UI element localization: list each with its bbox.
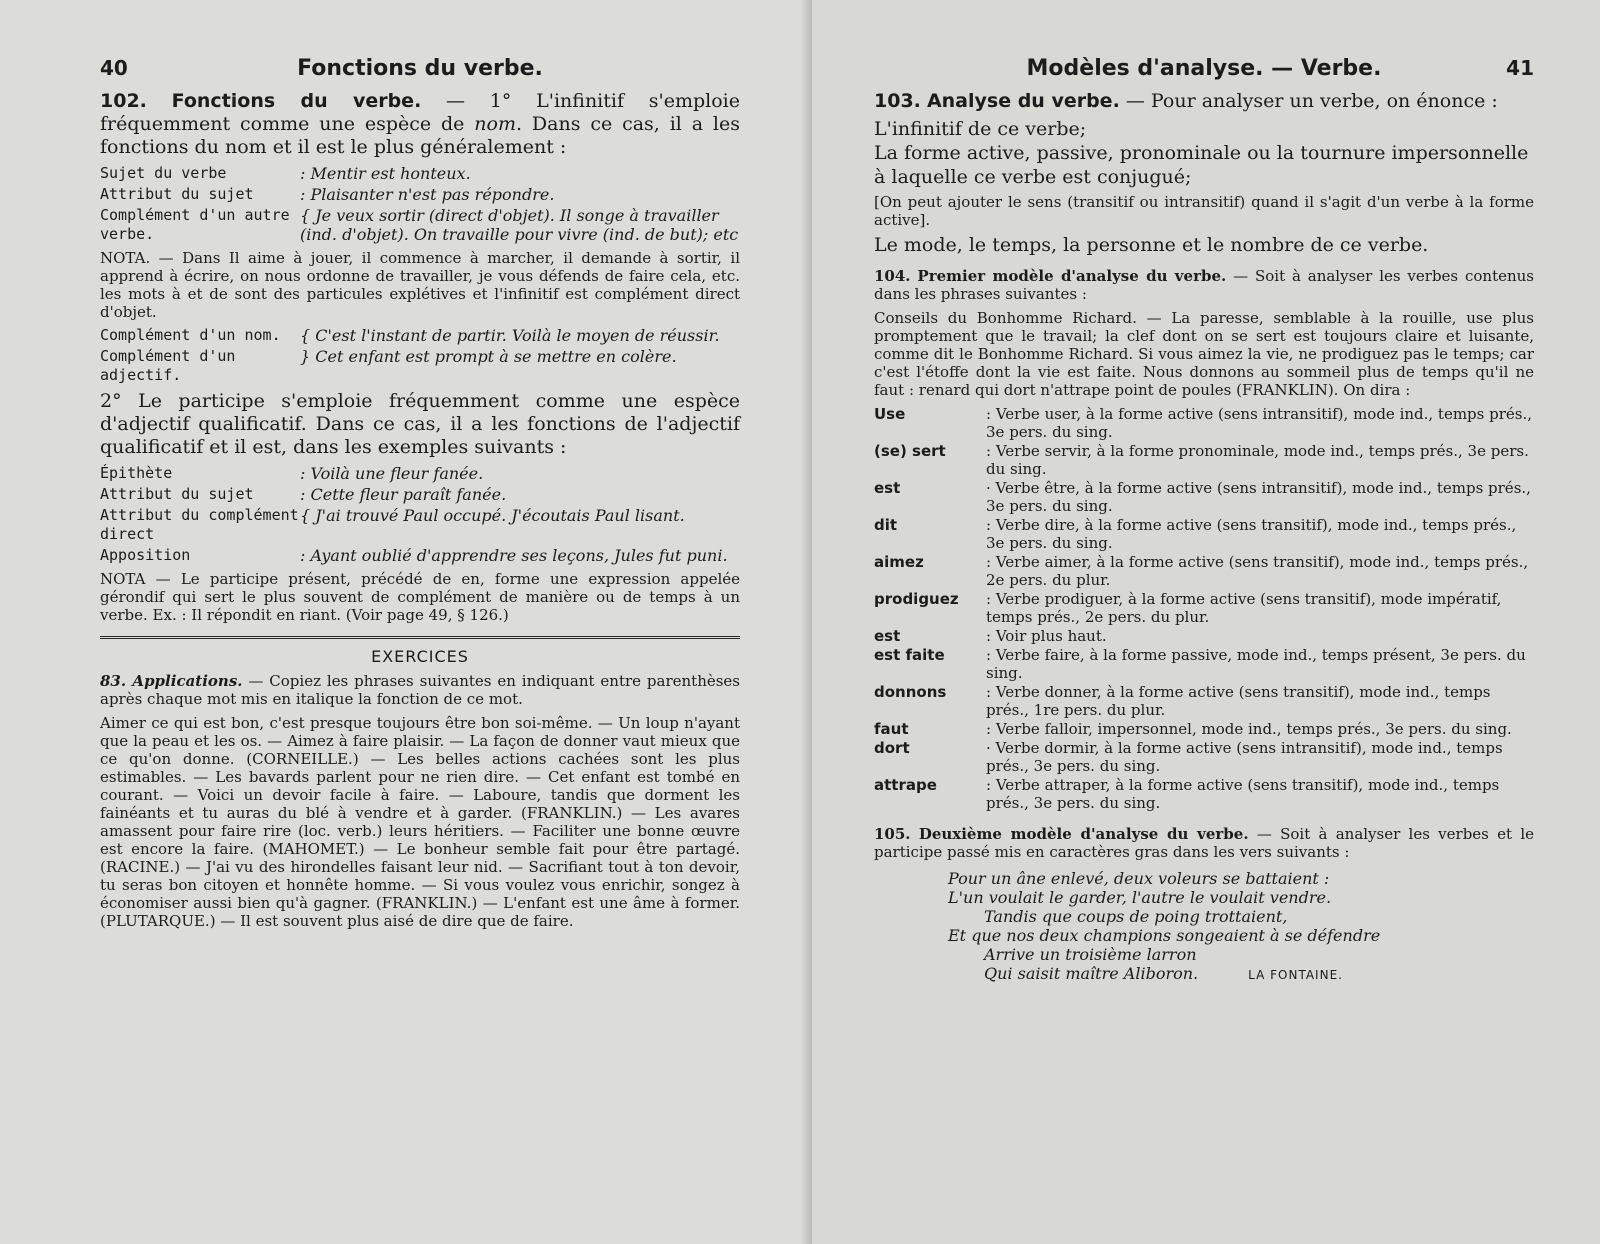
participle-functions-table: [100, 463, 740, 566]
right-running-head: [874, 50, 1534, 90]
function-label: Apposition: [100, 546, 191, 564]
analysis-description: : Verbe servir, à la forme pronominale, mode ind., temps prés., 3e pers. du sing.: [986, 442, 1529, 478]
function-example: } Cet enfant est prompt à se mettre en colère.: [300, 347, 677, 366]
analyzed-verb: aimez: [874, 553, 924, 571]
analysis-description: : Verbe faire, à la forme passive, mode ind., temps présent, 3e pers. du sing.: [986, 646, 1526, 682]
table-row: [874, 720, 1534, 739]
analyzed-verb: faut: [874, 720, 909, 738]
exercise-83-instructions: [100, 672, 740, 708]
exercise-83-instruction-text: — Copiez les phrases suivantes en indiquant entre parenthèses après chaque mot mis en italique la fonction de ce mot.: [100, 672, 741, 708]
function-example: : Mentir est honteux.: [300, 164, 471, 183]
section-104-text: — Soit à analyser les verbes contenus dans les phrases suivantes :: [874, 267, 1535, 303]
analyzed-verb: Use: [874, 405, 906, 423]
function-label: Attribut du sujet: [100, 185, 254, 203]
table-row: [874, 646, 1534, 683]
function-label: Épithète: [100, 464, 173, 482]
nota-2: NOTA — Le participe présent, précédé de en, forme une expression appelée gérondif qui sert le plus souvent de complément de manière ou de temps à un verbe. Ex. : Il répondit en riant. (Voir page 49, § 126.): [100, 570, 740, 624]
participle-intro: 2° Le participe s'emploie fréquemment comme une espèce d'adjectif qualificatif. Dans ce cas, il a les fonctions de l'adjectif qualificatif et il est, dans les exemples suivants :: [100, 390, 740, 458]
analyzed-verb: donnons: [874, 683, 947, 701]
poem-line: Pour un âne enlevé, deux voleurs se battaient :: [948, 869, 1330, 888]
table-row: [874, 553, 1534, 590]
table-row: [874, 405, 1534, 442]
section-105-heading: Deuxième modèle d'analyse du verbe.: [918, 825, 1249, 843]
verb-analysis-table: [874, 405, 1534, 813]
section-105-number: 105.: [874, 825, 911, 843]
table-row: [100, 163, 740, 184]
analysis-description: · Verbe être, à la forme active (sens intransitif), mode ind., temps prés., 3e pers. du sing.: [986, 479, 1531, 515]
table-row: [874, 516, 1534, 553]
poem-author: LA FONTAINE.: [1248, 968, 1343, 982]
page-number-left: 40: [100, 56, 128, 80]
section-102-nom: nom: [474, 113, 516, 135]
analyzed-verb: (se) sert: [874, 442, 946, 460]
analyzed-verb: est: [874, 627, 901, 645]
table-row: [874, 739, 1534, 776]
section-103-heading: Analyse du verbe.: [926, 90, 1120, 112]
function-example: : Ayant oublié d'apprendre ses leçons, Jules fut puni.: [300, 546, 728, 565]
section-103: [874, 90, 1534, 113]
infinitive-functions-table-2: [100, 325, 740, 386]
table-row: [874, 590, 1534, 627]
analyzed-verb: est faite: [874, 646, 945, 664]
right-running-title: Modèles d'analyse. — Verbe.: [1026, 56, 1382, 81]
exercise-83-heading: 83. Applications.: [100, 672, 243, 690]
table-row: [100, 325, 740, 346]
table-row: [874, 627, 1534, 646]
list-item-last: Le mode, le temps, la personne et le nombre de ce verbe.: [874, 234, 1429, 256]
section-104-number: 104.: [874, 267, 911, 285]
exercices-heading: EXERCICES: [371, 647, 469, 666]
right-page: [812, 0, 1600, 1244]
function-label: Attribut du complément direct: [100, 506, 299, 543]
section-103-number: 103.: [874, 90, 921, 112]
function-label: Complément d'un adjectif.: [100, 347, 236, 384]
analyzed-verb: prodiguez: [874, 590, 959, 608]
analysis-description: : Verbe attraper, à la forme active (sens transitif), mode ind., temps prés., 3e pers. du sing.: [986, 776, 1500, 812]
poem-line: Arrive un troisième larron: [984, 945, 1197, 964]
fable-poem: [948, 869, 1534, 985]
poem-line: Et que nos deux champions songeaient à se défendre: [948, 926, 1381, 945]
section-102: [100, 90, 740, 159]
poem-line: Tandis que coups de poing trottaient,: [984, 907, 1288, 926]
function-label: Complément d'un autre verbe.: [100, 206, 290, 243]
table-row: [100, 184, 740, 205]
left-running-head: [100, 50, 740, 90]
list-item: L'infinitif de ce verbe;: [874, 118, 1087, 140]
table-row: [100, 545, 740, 566]
table-row: [874, 683, 1534, 720]
analyzed-verb: dort: [874, 739, 910, 757]
section-102-number: 102.: [100, 90, 147, 112]
page-number-right: 41: [1506, 56, 1534, 80]
function-label: Complément d'un nom.: [100, 326, 281, 344]
function-example: { C'est l'instant de partir. Voilà le moyen de réussir.: [300, 326, 720, 345]
double-rule-divider: [100, 636, 740, 639]
function-label: Attribut du sujet: [100, 485, 254, 503]
function-example: { J'ai trouvé Paul occupé. J'écoutais Paul lisant.: [300, 506, 685, 525]
analysis-description: : Verbe falloir, impersonnel, mode ind., temps prés., 3e pers. du sing.: [986, 720, 1512, 738]
nota-1: NOTA. — Dans Il aime à jouer, il commence à marcher, il demande à sortir, il apprend à écrire, on nous ordonne de travailler, je vous défends de faire cela, etc. les mots à et de sont des particules explétives et l'infinitif est complément direct d'objet.: [100, 249, 740, 321]
analysis-description: : Verbe user, à la forme active (sens intransitif), mode ind., temps prés., 3e pers. du sing.: [986, 405, 1533, 441]
left-running-title: Fonctions du verbe.: [297, 56, 543, 81]
section-105: [874, 825, 1534, 861]
analysis-steps-list: [874, 117, 1534, 189]
section-104: [874, 267, 1534, 303]
table-row: [100, 463, 740, 484]
note-103: [On peut ajouter le sens (transitif ou intransitif) quand il s'agit d'un verbe à la forme active].: [874, 193, 1534, 229]
function-label: Sujet du verbe: [100, 164, 227, 182]
function-example: : Voilà une fleur fanée.: [300, 464, 484, 483]
analyzed-verb: dit: [874, 516, 898, 534]
table-row: [100, 205, 740, 245]
table-row: [100, 484, 740, 505]
infinitive-functions-table: [100, 163, 740, 245]
analysis-description: : Verbe donner, à la forme active (sens transitif), mode ind., temps prés., 1re pers. du plur.: [986, 683, 1491, 719]
table-row: [874, 479, 1534, 516]
conseils-passage: Conseils du Bonhomme Richard. — La paresse, semblable à la rouille, use plus promptement que le travail; la clef dont on se sert est toujours claire et luisante, comme dit le Bonhomme Richard. Si vous aimez la vie, ne prodiguez pas le temps; car c'est l'étoffe dont la vie est faite. Nous donnons au sommeil plus de temps qu'il ne faut : renard qui dort n'attrape point de poules (FRANKLIN). On dira :: [874, 309, 1534, 399]
list-item: La forme active, passive, pronominale ou la tournure impersonnelle à laquelle ce verbe est conjugué;: [874, 142, 1529, 188]
table-row: [874, 776, 1534, 813]
analyzed-verb: est: [874, 479, 901, 497]
poem-line: L'un voulait le garder, l'autre le voulait vendre.: [948, 888, 1332, 907]
analysis-description: · Verbe dormir, à la forme active (sens intransitif), mode ind., temps prés., 3e pers. du sing.: [986, 739, 1503, 775]
section-104-heading: Premier modèle d'analyse du verbe.: [917, 267, 1227, 285]
analysis-description: : Verbe dire, à la forme active (sens transitif), mode ind., temps prés., 3e pers. du sing.: [986, 516, 1517, 552]
function-example: : Plaisanter n'est pas répondre.: [300, 185, 555, 204]
exercise-83-text: Aimer ce qui est bon, c'est presque toujours être bon soi-même. — Un loup n'ayant que la peau et les os. — Aimez à faire plaisir. — La façon de donner vaut mieux que ce qu'on donne. (CORNEILLE.) — Les belles actions cachées sont les plus estimables. — Les bavards parlent pour ne rien dire. — Cet enfant est tombé en courant. — Voici un devoir facile à faire. — Laboure, tandis que dorment les fainéants et tu auras du blé à vendre et à garder. (FRANKLIN.) — Les avares amassent pour faire rire (loc. verb.) leurs héritiers. — Faciliter une bonne œuvre est encore la faire. (MAHOMET.) — Le bonheur semble fait pour être partagé. (RACINE.) — J'ai vu des hirondelles faisant leur nid. — Sacrifiant tout à ton devoir, tu seras bon citoyen et honnête homme. — Si vous voulez vous enrichir, songez à économiser aussi bien qu'à gagner. (FRANKLIN.) — L'enfant est une âme à former. (PLUTARQUE.) — Il est souvent plus aisé de dire que de faire.: [100, 714, 740, 930]
analysis-description: : Voir plus haut.: [986, 627, 1107, 645]
section-103-text: — Pour analyser un verbe, on énonce :: [1119, 90, 1498, 112]
section-102-heading: Fonctions du verbe.: [171, 90, 422, 112]
poem-line-text: Qui saisit maître Aliboron.: [984, 964, 1199, 983]
section-102-text-a: — 1° L'infinitif s'emploie fréquemment comme une espèce de: [100, 90, 740, 135]
section-102-text-b: . Dans ce cas, il a les fonctions du nom et il est le plus généralement :: [100, 113, 740, 158]
analyzed-verb: attrape: [874, 776, 937, 794]
analysis-description: : Verbe aimer, à la forme active (sens transitif), mode ind., temps prés., 2e pers. du plur.: [986, 553, 1529, 589]
table-row: [100, 505, 740, 545]
function-example: : Cette fleur paraît fanée.: [300, 485, 507, 504]
function-example: { Je veux sortir (direct d'objet). Il songe à travailler (ind. d'objet). On travaille pour vivre (ind. de but); etc: [300, 206, 739, 244]
section-105-text: — Soit à analyser les verbes et le participe passé mis en caractères gras dans les vers suivants :: [874, 825, 1534, 861]
table-row: [874, 442, 1534, 479]
analysis-description: : Verbe prodiguer, à la forme active (sens transitif), mode impératif, temps prés., 2e pers. du plur.: [986, 590, 1502, 626]
table-row: [100, 346, 740, 386]
poem-line: [948, 964, 1534, 985]
